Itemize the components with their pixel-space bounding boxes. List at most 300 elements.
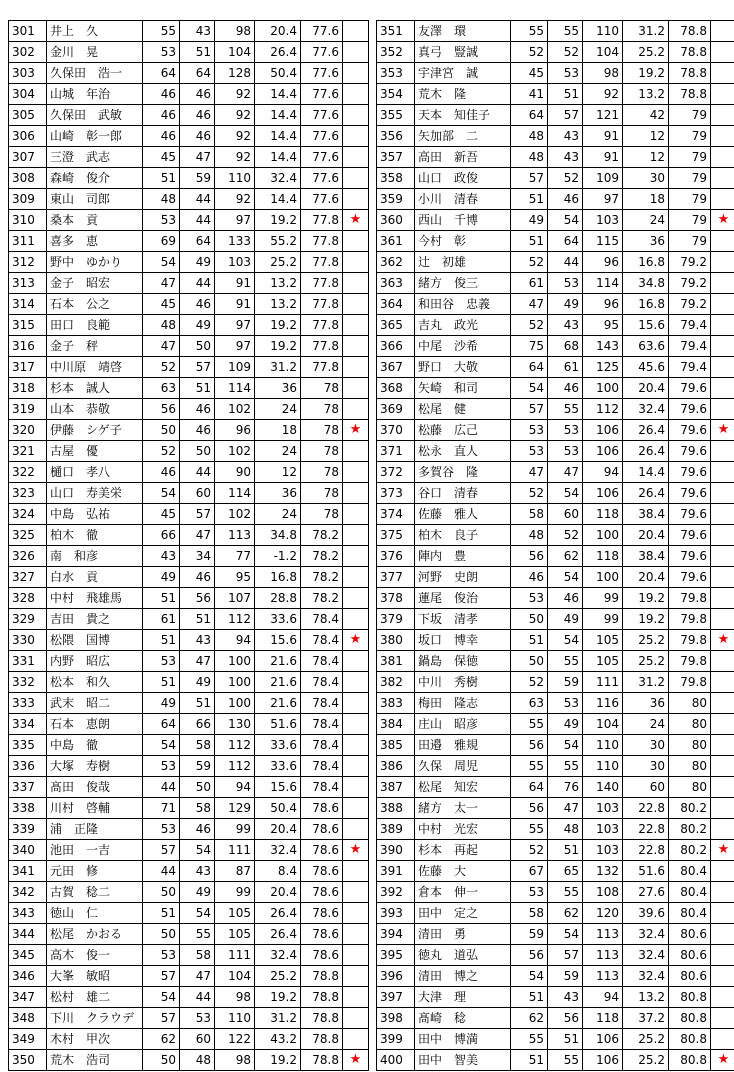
star-mark-cell (711, 294, 734, 315)
star-mark-cell (711, 462, 734, 483)
person-name-cell: 山口 政俊 (415, 168, 511, 189)
star-mark-cell (343, 609, 369, 630)
table-row (377, 357, 734, 378)
score-total-cell: 113 (583, 966, 623, 987)
star-mark-cell (711, 441, 734, 462)
score-a-cell: 64 (143, 714, 180, 735)
star-mark-cell (343, 735, 369, 756)
score-b-cell: 54 (548, 735, 583, 756)
row-number-cell: 342 (9, 882, 47, 903)
score-diff-cell: 32.4 (255, 168, 301, 189)
table-row (9, 399, 369, 420)
table-row (9, 189, 369, 210)
score-diff-cell: 21.6 (255, 693, 301, 714)
row-number-cell: 400 (377, 1050, 415, 1071)
person-name-cell: 柏木 良子 (415, 525, 511, 546)
star-mark-cell (711, 987, 734, 1008)
row-number-cell: 399 (377, 1029, 415, 1050)
score-diff-cell: 25.2 (255, 966, 301, 987)
score-total-cell: 110 (215, 168, 255, 189)
person-name-cell: 中村 飛雄馬 (47, 588, 143, 609)
person-name-cell: 南 和彦 (47, 546, 143, 567)
score-total-cell: 113 (215, 525, 255, 546)
star-mark-cell (343, 84, 369, 105)
score-diff-cell: 19.2 (623, 588, 669, 609)
score-average-cell: 78.6 (301, 924, 343, 945)
row-number-cell: 370 (377, 420, 415, 441)
row-number-cell: 309 (9, 189, 47, 210)
person-name-cell: 陣内 豊 (415, 546, 511, 567)
star-mark-cell (711, 924, 734, 945)
score-diff-cell: 36 (623, 231, 669, 252)
score-diff-cell: 55.2 (255, 231, 301, 252)
star-mark-cell (711, 546, 734, 567)
row-number-cell: 318 (9, 378, 47, 399)
score-b-cell: 60 (180, 1029, 215, 1050)
table-row (9, 105, 369, 126)
score-total-cell: 114 (215, 378, 255, 399)
table-row (377, 273, 734, 294)
star-icon: ★ (349, 422, 362, 437)
row-number-cell: 360 (377, 210, 415, 231)
row-number-cell: 380 (377, 630, 415, 651)
score-diff-cell: 25.2 (623, 651, 669, 672)
star-mark-cell (343, 756, 369, 777)
score-a-cell: 54 (143, 735, 180, 756)
score-diff-cell: 24 (255, 504, 301, 525)
row-number-cell: 363 (377, 273, 415, 294)
score-average-cell: 77.8 (301, 252, 343, 273)
score-a-cell: 55 (511, 714, 548, 735)
person-name-cell: 田中 定之 (415, 903, 511, 924)
score-average-cell: 80.4 (669, 861, 711, 882)
row-number-cell: 338 (9, 798, 47, 819)
star-mark-cell (343, 693, 369, 714)
star-mark-cell (343, 252, 369, 273)
score-average-cell: 80.2 (669, 840, 711, 861)
star-mark-cell (711, 525, 734, 546)
score-diff-cell: 18 (623, 189, 669, 210)
score-b-cell: 57 (548, 945, 583, 966)
score-total-cell: 132 (583, 861, 623, 882)
score-b-cell: 54 (548, 210, 583, 231)
score-total-cell: 111 (215, 840, 255, 861)
person-name-cell: 杉本 再起 (415, 840, 511, 861)
table-row (9, 21, 369, 42)
person-name-cell: 田中 博満 (415, 1029, 511, 1050)
star-mark-cell (711, 630, 734, 651)
score-average-cell: 80.2 (669, 819, 711, 840)
score-average-cell: 79.6 (669, 399, 711, 420)
person-name-cell: 池田 一吉 (47, 840, 143, 861)
score-total-cell: 105 (583, 651, 623, 672)
row-number-cell: 317 (9, 357, 47, 378)
score-total-cell: 118 (583, 546, 623, 567)
score-b-cell: 53 (548, 693, 583, 714)
star-mark-cell (711, 861, 734, 882)
score-diff-cell: 14.4 (255, 105, 301, 126)
score-b-cell: 58 (180, 945, 215, 966)
score-average-cell: 79.8 (669, 609, 711, 630)
score-a-cell: 48 (511, 147, 548, 168)
score-total-cell: 110 (583, 756, 623, 777)
table-row (9, 1050, 369, 1071)
score-diff-cell: 22.8 (623, 798, 669, 819)
person-name-cell: 小川 清春 (415, 189, 511, 210)
score-a-cell: 56 (143, 399, 180, 420)
score-diff-cell: 24 (255, 441, 301, 462)
score-diff-cell: 31.2 (623, 672, 669, 693)
star-mark-cell (343, 966, 369, 987)
score-b-cell: 54 (548, 567, 583, 588)
score-average-cell: 78.6 (301, 903, 343, 924)
person-name-cell: 徳丸 道弘 (415, 945, 511, 966)
score-a-cell: 64 (511, 105, 548, 126)
score-a-cell: 55 (143, 21, 180, 42)
score-average-cell: 78.8 (301, 1050, 343, 1071)
person-name-cell: 吉田 貴之 (47, 609, 143, 630)
score-diff-cell: 30 (623, 735, 669, 756)
score-a-cell: 55 (511, 819, 548, 840)
table-row (377, 651, 734, 672)
table-row (377, 756, 734, 777)
score-diff-cell: 25.2 (623, 630, 669, 651)
score-a-cell: 50 (511, 651, 548, 672)
table-row (377, 84, 734, 105)
person-name-cell: 大津 理 (415, 987, 511, 1008)
score-average-cell: 78.4 (301, 735, 343, 756)
score-average-cell: 79.8 (669, 672, 711, 693)
row-number-cell: 384 (377, 714, 415, 735)
row-number-cell: 334 (9, 714, 47, 735)
table-row (377, 231, 734, 252)
table-row (377, 1050, 734, 1071)
person-name-cell: 谷口 清春 (415, 483, 511, 504)
score-total-cell: 104 (215, 966, 255, 987)
score-average-cell: 78.4 (301, 609, 343, 630)
score-a-cell: 52 (511, 840, 548, 861)
score-total-cell: 98 (215, 21, 255, 42)
row-number-cell: 382 (377, 672, 415, 693)
score-average-cell: 78.4 (301, 714, 343, 735)
star-mark-cell (343, 378, 369, 399)
score-b-cell: 50 (180, 777, 215, 798)
star-mark-cell (711, 1029, 734, 1050)
score-average-cell: 78.4 (301, 693, 343, 714)
star-mark-cell (343, 336, 369, 357)
score-total-cell: 99 (215, 819, 255, 840)
score-a-cell: 51 (511, 189, 548, 210)
score-total-cell: 105 (215, 903, 255, 924)
score-a-cell: 53 (143, 651, 180, 672)
person-name-cell: 松藤 広己 (415, 420, 511, 441)
table-row (9, 819, 369, 840)
table-row (377, 420, 734, 441)
table-row (9, 504, 369, 525)
table-row (377, 903, 734, 924)
score-diff-cell: 31.2 (255, 1008, 301, 1029)
score-average-cell: 78.8 (301, 1008, 343, 1029)
score-diff-cell: 18 (255, 420, 301, 441)
row-number-cell: 398 (377, 1008, 415, 1029)
score-b-cell: 46 (180, 294, 215, 315)
star-mark-cell (343, 147, 369, 168)
score-total-cell: 112 (215, 735, 255, 756)
table-row (9, 126, 369, 147)
score-b-cell: 64 (180, 63, 215, 84)
score-average-cell: 79 (669, 231, 711, 252)
score-b-cell: 54 (180, 903, 215, 924)
score-b-cell: 52 (548, 525, 583, 546)
person-name-cell: 内野 昭広 (47, 651, 143, 672)
row-number-cell: 394 (377, 924, 415, 945)
score-a-cell: 54 (511, 378, 548, 399)
person-name-cell: 久保 周児 (415, 756, 511, 777)
score-diff-cell: 32.4 (623, 924, 669, 945)
score-diff-cell: 12 (623, 147, 669, 168)
score-a-cell: 50 (143, 882, 180, 903)
score-a-cell: 54 (143, 987, 180, 1008)
table-row (9, 609, 369, 630)
score-a-cell: 46 (143, 126, 180, 147)
star-mark-cell (711, 588, 734, 609)
table-row (377, 609, 734, 630)
score-average-cell: 79 (669, 189, 711, 210)
star-mark-cell (343, 987, 369, 1008)
score-a-cell: 47 (143, 336, 180, 357)
person-name-cell: 徳山 仁 (47, 903, 143, 924)
score-b-cell: 49 (548, 714, 583, 735)
row-number-cell: 388 (377, 798, 415, 819)
row-number-cell: 383 (377, 693, 415, 714)
person-name-cell: 和田谷 忠義 (415, 294, 511, 315)
row-number-cell: 352 (377, 42, 415, 63)
star-icon: ★ (717, 1052, 730, 1067)
score-a-cell: 50 (143, 924, 180, 945)
score-diff-cell: 32.4 (255, 945, 301, 966)
score-average-cell: 80.8 (669, 1050, 711, 1071)
row-number-cell: 304 (9, 84, 47, 105)
score-total-cell: 105 (215, 924, 255, 945)
score-total-cell: 99 (215, 882, 255, 903)
star-mark-cell (711, 609, 734, 630)
score-total-cell: 77 (215, 546, 255, 567)
score-b-cell: 62 (548, 903, 583, 924)
table-row (9, 378, 369, 399)
score-b-cell: 51 (548, 84, 583, 105)
score-b-cell: 46 (548, 588, 583, 609)
row-number-cell: 368 (377, 378, 415, 399)
score-total-cell: 97 (215, 210, 255, 231)
star-icon: ★ (717, 422, 730, 437)
score-b-cell: 48 (548, 819, 583, 840)
row-number-cell: 312 (9, 252, 47, 273)
table-row (377, 147, 734, 168)
score-a-cell: 58 (511, 903, 548, 924)
table-row (377, 588, 734, 609)
score-total-cell: 95 (583, 315, 623, 336)
person-name-cell: 白水 貢 (47, 567, 143, 588)
score-diff-cell: 32.4 (623, 966, 669, 987)
table-row (9, 798, 369, 819)
score-average-cell: 77.6 (301, 84, 343, 105)
score-total-cell: 104 (583, 42, 623, 63)
score-b-cell: 51 (548, 1029, 583, 1050)
person-name-cell: 吉丸 政光 (415, 315, 511, 336)
row-number-cell: 324 (9, 504, 47, 525)
score-total-cell: 97 (215, 315, 255, 336)
score-average-cell: 79.6 (669, 525, 711, 546)
star-mark-cell (711, 189, 734, 210)
score-average-cell: 79 (669, 168, 711, 189)
score-a-cell: 46 (143, 84, 180, 105)
score-diff-cell: 20.4 (623, 378, 669, 399)
row-number-cell: 353 (377, 63, 415, 84)
score-diff-cell: 13.2 (255, 294, 301, 315)
star-icon: ★ (349, 212, 362, 227)
score-a-cell: 51 (511, 231, 548, 252)
score-b-cell: 47 (180, 966, 215, 987)
score-a-cell: 64 (511, 777, 548, 798)
star-mark-cell (711, 21, 734, 42)
score-a-cell: 45 (143, 147, 180, 168)
score-diff-cell: 38.4 (623, 546, 669, 567)
star-mark-cell (343, 924, 369, 945)
score-a-cell: 57 (511, 399, 548, 420)
table-row (9, 294, 369, 315)
score-a-cell: 63 (143, 378, 180, 399)
row-number-cell: 358 (377, 168, 415, 189)
table-row (377, 924, 734, 945)
row-number-cell: 345 (9, 945, 47, 966)
score-a-cell: 43 (143, 546, 180, 567)
table-row (9, 210, 369, 231)
row-number-cell: 390 (377, 840, 415, 861)
score-average-cell: 78.2 (301, 546, 343, 567)
score-diff-cell: 15.6 (255, 777, 301, 798)
score-table-right (376, 20, 734, 1071)
score-total-cell: 95 (215, 567, 255, 588)
score-diff-cell: 32.4 (623, 399, 669, 420)
score-a-cell: 57 (143, 1008, 180, 1029)
score-b-cell: 44 (180, 210, 215, 231)
score-average-cell: 79.8 (669, 588, 711, 609)
score-average-cell: 78.8 (669, 21, 711, 42)
score-b-cell: 47 (548, 462, 583, 483)
person-name-cell: 木村 甲次 (47, 1029, 143, 1050)
score-total-cell: 98 (583, 63, 623, 84)
score-average-cell: 78 (301, 462, 343, 483)
person-name-cell: 緒方 太一 (415, 798, 511, 819)
score-total-cell: 106 (583, 483, 623, 504)
score-average-cell: 78.6 (301, 798, 343, 819)
star-mark-cell (711, 672, 734, 693)
score-a-cell: 51 (511, 987, 548, 1008)
score-average-cell: 77.8 (301, 231, 343, 252)
table-row (377, 168, 734, 189)
score-total-cell: 94 (583, 987, 623, 1008)
row-number-cell: 307 (9, 147, 47, 168)
score-average-cell: 79.6 (669, 483, 711, 504)
person-name-cell: 真弓 豎誠 (415, 42, 511, 63)
row-number-cell: 377 (377, 567, 415, 588)
row-number-cell: 381 (377, 651, 415, 672)
table-row (9, 903, 369, 924)
row-number-cell: 313 (9, 273, 47, 294)
score-total-cell: 110 (583, 21, 623, 42)
star-mark-cell (711, 567, 734, 588)
star-mark-cell (343, 630, 369, 651)
score-diff-cell: 16.8 (623, 252, 669, 273)
person-name-cell: 髙崎 稔 (415, 1008, 511, 1029)
score-total-cell: 102 (215, 504, 255, 525)
score-b-cell: 64 (180, 231, 215, 252)
score-b-cell: 44 (548, 252, 583, 273)
star-mark-cell (711, 210, 734, 231)
star-mark-cell (343, 777, 369, 798)
score-average-cell: 79.6 (669, 462, 711, 483)
score-b-cell: 57 (548, 105, 583, 126)
star-mark-cell (711, 483, 734, 504)
score-average-cell: 78 (301, 420, 343, 441)
star-mark-cell (711, 966, 734, 987)
score-average-cell: 78 (301, 483, 343, 504)
score-total-cell: 106 (583, 420, 623, 441)
score-b-cell: 53 (548, 63, 583, 84)
score-b-cell: 68 (548, 336, 583, 357)
score-b-cell: 43 (548, 126, 583, 147)
score-b-cell: 46 (548, 189, 583, 210)
score-b-cell: 52 (548, 42, 583, 63)
score-diff-cell: 20.4 (255, 21, 301, 42)
score-b-cell: 49 (180, 672, 215, 693)
score-average-cell: 78.4 (301, 651, 343, 672)
star-mark-cell (711, 231, 734, 252)
score-a-cell: 53 (511, 441, 548, 462)
score-total-cell: 94 (215, 630, 255, 651)
score-total-cell: 133 (215, 231, 255, 252)
score-diff-cell: 26.4 (623, 441, 669, 462)
score-total-cell: 91 (215, 273, 255, 294)
score-a-cell: 59 (511, 924, 548, 945)
table-row (377, 777, 734, 798)
score-total-cell: 96 (215, 420, 255, 441)
score-a-cell: 41 (511, 84, 548, 105)
score-b-cell: 43 (548, 147, 583, 168)
score-b-cell: 46 (180, 105, 215, 126)
score-b-cell: 46 (548, 378, 583, 399)
person-name-cell: 佐藤 雅人 (415, 504, 511, 525)
score-average-cell: 80.4 (669, 903, 711, 924)
table-row (377, 483, 734, 504)
score-b-cell: 54 (180, 840, 215, 861)
person-name-cell: 久保田 武敏 (47, 105, 143, 126)
score-a-cell: 53 (143, 42, 180, 63)
row-number-cell: 337 (9, 777, 47, 798)
score-average-cell: 80.6 (669, 945, 711, 966)
score-average-cell: 77.6 (301, 63, 343, 84)
star-mark-cell (343, 441, 369, 462)
score-average-cell: 77.8 (301, 273, 343, 294)
score-a-cell: 52 (143, 357, 180, 378)
person-name-cell: 山本 恭敬 (47, 399, 143, 420)
score-a-cell: 46 (143, 462, 180, 483)
person-name-cell: 元田 修 (47, 861, 143, 882)
score-average-cell: 78.6 (301, 861, 343, 882)
score-total-cell: 112 (215, 756, 255, 777)
row-number-cell: 386 (377, 756, 415, 777)
score-diff-cell: 13.2 (623, 84, 669, 105)
